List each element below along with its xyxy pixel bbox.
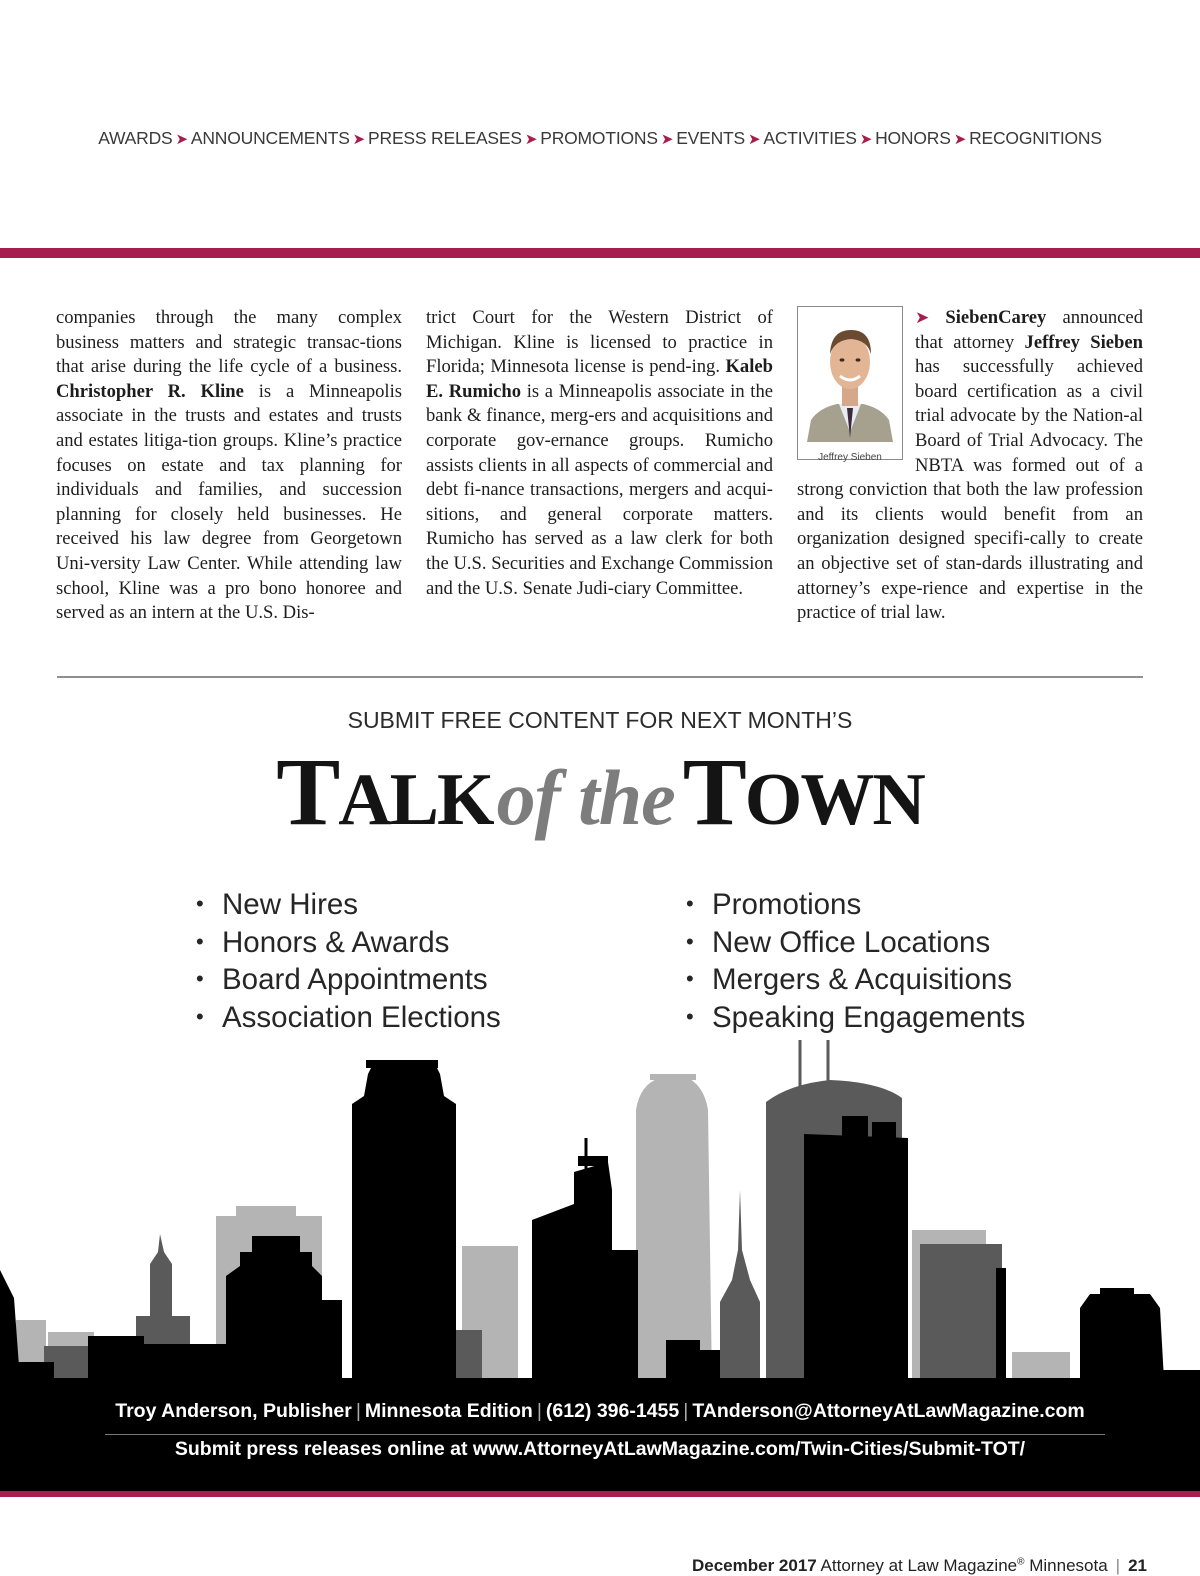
headshot-photo [797, 306, 903, 463]
article-column-3 [797, 306, 1143, 626]
nav-item-announcements: ANNOUNCEMENTS [190, 128, 350, 148]
list-item: • Board Appointments [196, 961, 501, 999]
photo-caption: Jeffrey Sieben [818, 452, 882, 463]
list-item: • Association Elections [196, 999, 501, 1037]
nav-item-recognitions: RECOGNITIONS [969, 128, 1102, 148]
logo-word: ALK [338, 759, 493, 841]
arrow-right-icon: ➤ [660, 131, 674, 148]
article-text: has successfully achieved board certification as a civil trial advocate by the Nation-al Board of Trial Advocacy. The NBTA was formed out of a strong conviction that both the law profession and its clients would benefit from an organization designed specifi-cally to create an objective set of stan-dards illustrating and attorney’s expe-rience and expertise in the practice of trial law. [797, 356, 1143, 624]
issue-date: December 2017 [691, 1556, 817, 1575]
arrow-right-icon: ➤ [524, 131, 538, 148]
nav-item-awards: AWARDS [98, 128, 173, 148]
section-divider [57, 676, 1143, 678]
page-folio: December 2017 Attorney at Law Magazine® Minnesota | 21 [691, 1556, 1147, 1575]
arrow-right-icon: ➤ [352, 131, 366, 148]
article-paragraph [426, 306, 773, 601]
article-text: is a Minneapolis associate in the trusts and estates and trusts and estates litiga-tion groups. Kline’s practice focuses on estate and tax planning for individuals and families, and succession planning for closely held businesses. He received his law degree from Georgetown Uni-versity Law Center. While attending law school, Kline was a pro bono honoree and served as an intern at the U.S. Dis- [56, 380, 402, 624]
nav-item-press-releases: PRESS RELEASES [368, 128, 522, 148]
list-item: • Honors & Awards [196, 924, 501, 962]
firm-name: SiebenCarey [945, 307, 1047, 328]
content-types-list-right [686, 886, 1025, 1037]
article-column-1 [56, 306, 402, 626]
footer-contact-line: Troy Anderson, Publisher | Minnesota Edition | (612) 396-1455 | TAnderson@AttorneyAtLawMagazine.com [115, 1400, 1085, 1422]
magazine-name: Attorney at Law Magazine [820, 1556, 1018, 1575]
bottom-accent-bar [0, 1491, 1200, 1497]
section-nav [0, 128, 1200, 149]
promo-heading: SUBMIT FREE CONTENT FOR NEXT MONTH’S [347, 707, 853, 733]
person-name: Kaleb E. Rumicho [426, 356, 773, 402]
edition-label: Minnesota Edition [364, 1400, 533, 1422]
person-name: Christopher R. Kline [56, 380, 244, 402]
arrow-right-icon: ➤ [748, 131, 761, 148]
page-number: 21 [1128, 1556, 1147, 1575]
list-item: • Mergers & Acquisitions [686, 961, 1025, 999]
arrow-right-icon: ➤ [859, 131, 873, 148]
arrow-right-icon: ➤ [953, 131, 967, 148]
registered-mark: ® [1017, 1556, 1025, 1568]
list-item: • New Hires [196, 886, 501, 924]
list-item: • Promotions [686, 886, 1025, 924]
logo-word-italic: of the [496, 754, 675, 841]
minneapolis-skyline-illustration [0, 1040, 1200, 1380]
nav-item-honors: HONORS [875, 128, 951, 148]
phone-number: (612) 396-1455 [545, 1400, 680, 1422]
footer-divider [105, 1434, 1105, 1435]
article-column-2 [426, 306, 773, 601]
top-accent-bar [0, 248, 1200, 258]
email-link[interactable]: TAnderson@AttorneyAtLawMagazine.com [692, 1400, 1085, 1422]
arrow-right-icon: ➤ [915, 308, 930, 328]
nav-item-promotions: PROMOTIONS [540, 128, 658, 148]
arrow-right-icon: ➤ [175, 131, 188, 148]
person-name: Jeffrey Sieben [1024, 331, 1143, 353]
article-text: companies through the many complex business matters and strategic transac-tions that arise during the life cycle of a business. [56, 307, 402, 378]
headshot-image [799, 308, 901, 442]
content-types-list-left [196, 886, 501, 1037]
nav-item-activities: ACTIVITIES [763, 128, 857, 148]
logo-word: OWN [744, 759, 924, 841]
logo-letter: T [276, 738, 339, 845]
article-text: announced that attorney [915, 307, 1143, 353]
logo-letter: T [682, 738, 745, 845]
list-item: • Speaking Engagements [686, 999, 1025, 1037]
talk-of-the-town-logo [0, 736, 1200, 847]
submit-url-link[interactable]: Submit press releases online at www.AttorneyAtLawMagazine.com/Twin-Cities/Submit-TOT/ [174, 1438, 1026, 1460]
article-text: trict Court for the Western District of Michigan. Kline is licensed to practice in Florida; Minnesota license is pend-ing. [426, 307, 773, 378]
article-paragraph [56, 306, 402, 626]
publisher-name: Troy Anderson, Publisher [115, 1400, 352, 1422]
article-text: is a Minneapolis associate in the bank & finance, merg-ers and acquisitions and corporate gov-ernance groups. Rumicho assists clients in all aspects of commercial and debt fi-nance transactions, mergers and acqui-sitions, and general corporate matters. Rumicho has served as a law clerk for both the U.S. Securities and Exchange Commission and the U.S. Senate Judi-ciary Committee. [426, 380, 774, 599]
region-name: Minnesota [1029, 1556, 1108, 1575]
nav-item-events: EVENTS [676, 128, 746, 148]
list-item: • New Office Locations [686, 924, 1025, 962]
